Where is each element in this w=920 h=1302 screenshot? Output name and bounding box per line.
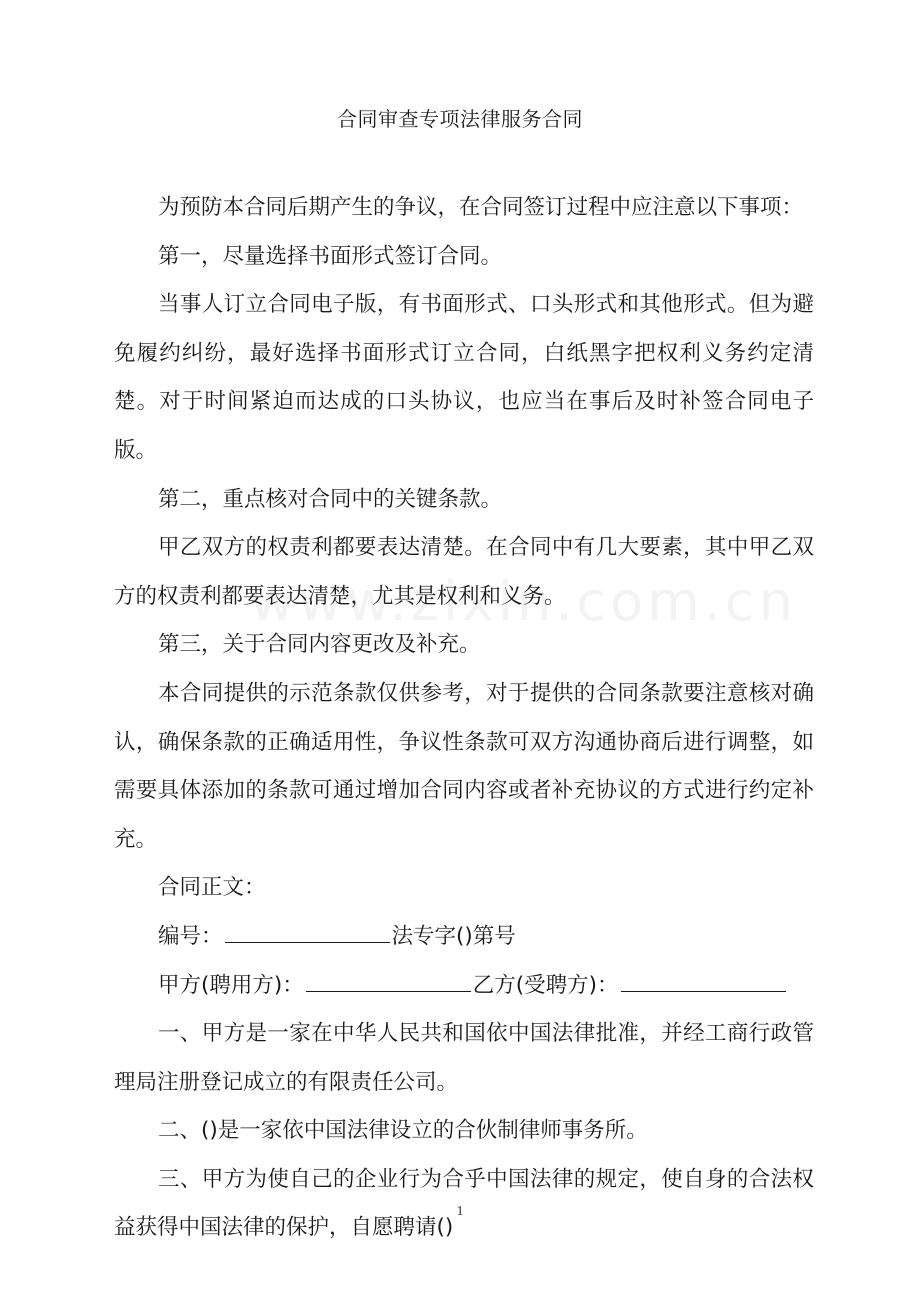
paragraph: 第三，关于合同内容更改及补充。 bbox=[158, 632, 481, 658]
clause: 一、甲方是一家在中华人民共和国依中国法律批准，并经工商行政管理局注册登记成立的有限责任公司。 bbox=[114, 1021, 814, 1095]
paragraph: 甲乙双方的权责利都要表达清楚。在合同中有几大要素，其中甲乙双方的权责利都要表达清楚，尤其是权利和义务。 bbox=[114, 535, 814, 609]
clause: 三、甲方为使自己的企业行为合乎中国法律的规定，使自身的合法权益获得中国法律的保护，自愿聘请() bbox=[114, 1166, 814, 1241]
contract-number-blank bbox=[225, 920, 390, 943]
party-b-label: 乙方(受聘方)： bbox=[472, 972, 619, 998]
paragraph: 本合同提供的示范条款仅供参考，对于提供的合同条款要注意核对确认，确保条款的正确适用性，争议性条款可双方沟通协商后进行调整，如需要具体添加的条款可通过增加合同内容或者补充协议的方式进行约定补充。 bbox=[114, 680, 814, 852]
contract-number-suffix: 法专字()第号 bbox=[391, 923, 516, 949]
party-b-blank bbox=[621, 969, 786, 992]
paragraph: 第一，尽量选择书面形式签订合同。 bbox=[158, 243, 503, 269]
clause: 二、()是一家依中国法律设立的合伙制律师事务所。 bbox=[158, 1118, 648, 1144]
party-a-blank bbox=[306, 969, 471, 992]
paragraph: 当事人订立合同电子版，有书面形式、口头形式和其他形式。但为避免履约纠纷，最好选择书面形式订立合同，白纸黑字把权利义务约定清楚。对于时间紧迫而达成的口头协议，也应当在事后及时补签合同电子版。 bbox=[114, 292, 814, 463]
paragraph: 合同正文： bbox=[158, 875, 266, 901]
paragraph: 第二，重点核对合同中的关键条款。 bbox=[158, 486, 503, 512]
party-a-label: 甲方(聘用方)： bbox=[158, 972, 304, 998]
paragraph: 为预防本合同后期产生的争议，在合同签订过程中应注意以下事项： bbox=[158, 195, 804, 220]
contract-number-label: 编号： bbox=[158, 923, 223, 949]
document-body bbox=[114, 184, 814, 1253]
page-number: 1 bbox=[456, 1204, 464, 1219]
contract-number-line bbox=[114, 913, 814, 962]
parties-line bbox=[114, 962, 814, 1011]
document-title: 合同审查专项法律服务合同 bbox=[337, 107, 583, 131]
